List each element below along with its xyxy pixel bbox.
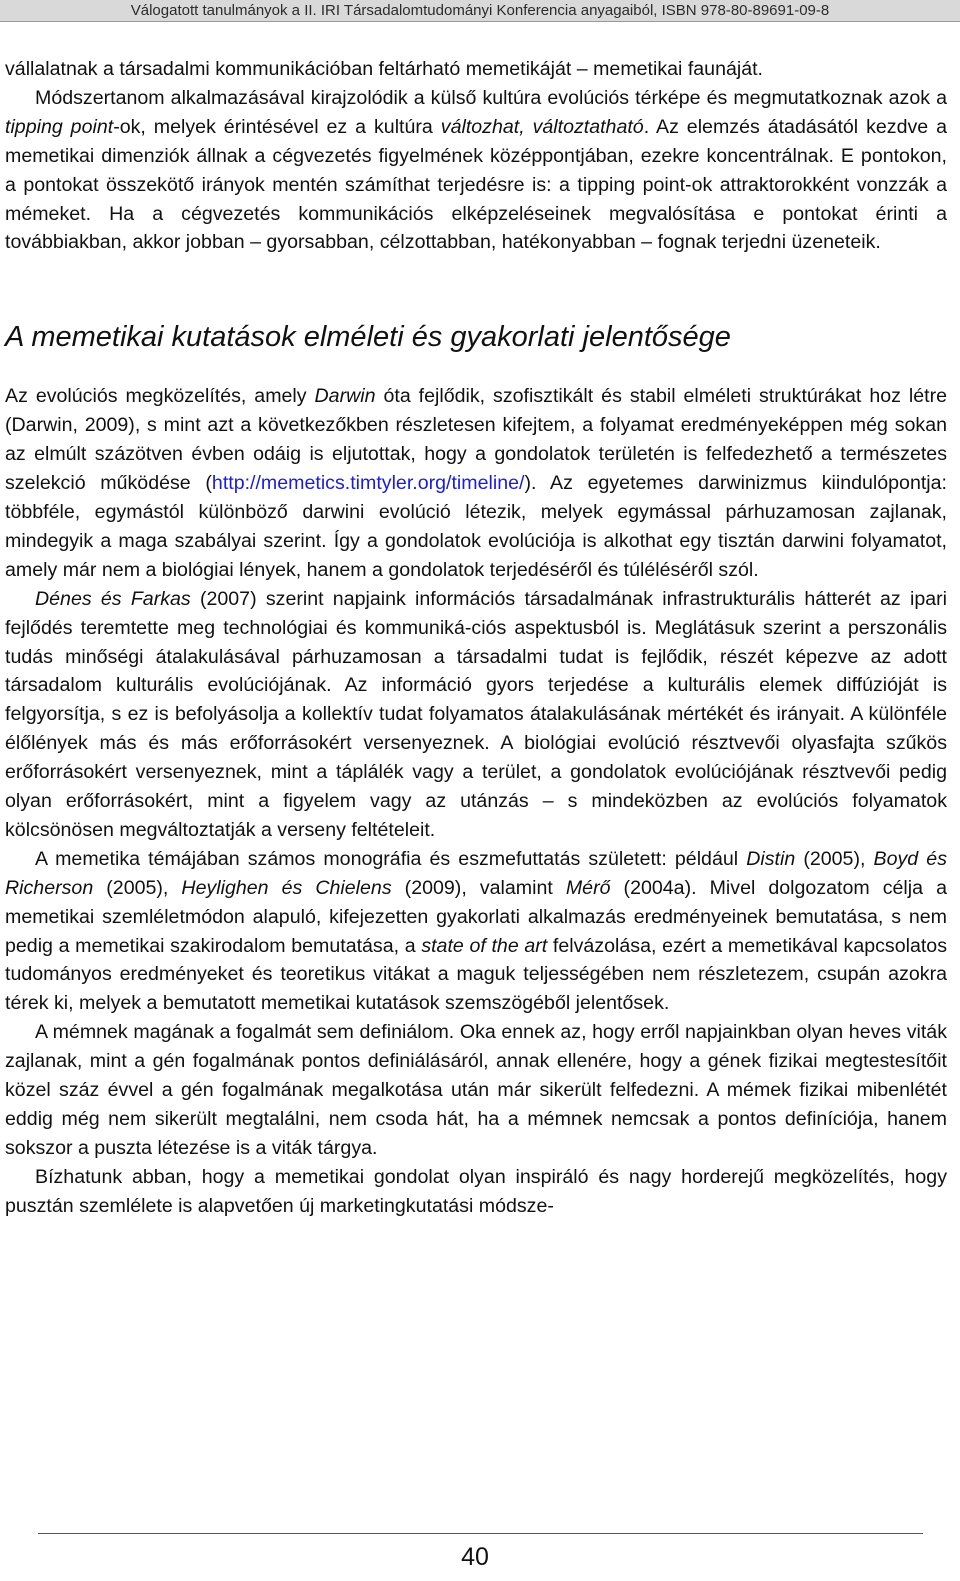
page-body: [5, 55, 947, 1221]
text-run: A mémnek magának a fogalmát sem definiálom. Oka ennek az, hogy erről napjainkban olyan heves viták zajlanak, mint a gén fogalmának pontos definiálásáról, annak ellenére, hogy a gének fizikai megtestesítőit közel száz évvel a gén fogalmának megalkotása után már sikerült felfedezni. A mémek fizikai mibenlétét eddig még nem sikerült megtalálni, nem csoda hát, ha a mémnek nemcsak a pontos definíciója, hanem sokszor a puszta létezése is a viták tárgya.: [5, 1021, 947, 1159]
section-heading: A memetikai kutatások elméleti és gyakorlati jelentősége: [5, 321, 731, 354]
running-header-text: Válogatott tanulmányok a II. IRI Társadalomtudományi Konferencia anyagaiból, ISBN 978-80-89691-09-8: [130, 2, 830, 19]
footer-divider: [38, 1533, 923, 1534]
paragraph-evolution: [5, 382, 947, 584]
paragraph-marketing: [5, 1163, 947, 1221]
page-number: 40: [461, 1543, 489, 1571]
emphasis-state-of-the-art: state of the art: [421, 934, 548, 957]
text-run: A memetika témájában számos monográfia és eszmefuttatás született: például: [35, 847, 747, 870]
running-header: [0, 0, 960, 22]
paragraph-monographs: [5, 845, 947, 1018]
text-run: ). Az egyetemes darwinizmus kiindulópontja: többféle, egymástól különböző darwini evolúció létezik, melyek egymással párhuzamosan zajlanak, mindegyik a maga szabályai szerint. Így a gondolatok evolúciója is alkothat egy tisztán darwini folyamatot, amely már nem a biológiai lények, hanem a gondolatok terjedéséről és túléléséről szól.: [5, 472, 947, 581]
paragraph-method: [5, 84, 947, 257]
text-run: -ok, melyek érintésével ez a kultúra: [113, 115, 441, 138]
emphasis-tipping-point: tipping point: [5, 115, 114, 138]
paragraph-continuation: [5, 55, 947, 84]
emphasis-distin: Distin: [746, 847, 796, 870]
text-run: felvázolása, ezért a memetikával kapcsolatos tudományos eredményeket és teoretikus vitákat a maguk teljességében nem részletezem, csupán azokra térek ki, melyek a bemutatott memetikai kutatások szemszögéből jelentősek.: [5, 934, 947, 1015]
text-run: (2005),: [795, 847, 874, 870]
text-run: óta fejlődik, szofisztikált és stabil elméleti struktúrákat hoz létre (Darwin, 2009), s mint azt a következőkben részletesen kifejtem, a folyamat eredményeképpen még sokan az elmúlt százötven évben odáig is eljutottak, hogy a gondolatok területén is felfedezhető a természetes szelekció működése (: [5, 385, 947, 495]
paragraph-denes-farkas: [5, 585, 947, 845]
emphasis-heylighen-chielens: Heylighen és Chielens: [181, 876, 392, 899]
paragraph-meme-definition: [5, 1018, 947, 1163]
text-run: (2007) szerint napjaink információs társadalmának infrastrukturális hátterét az ipari fejlődés teremtette meg technológiai és kommuniká-ciós aspektusból is. Meglátásuk szerint a perszonális tudás minőségi átalakulásával párhuzamosan a társadalmi tudat is fejlődik, részét képezve az adott társadalom kulturális evolúciójának. Az információ gyors terjedése a kulturális elemek diffúzióját is felgyorsítja, s ez is befolyásolja a kollektív tudat folyamatos átalakulásának mértékét és irányait. A különféle élőlények más és más erőforrásokért versenyeznek. A biológiai evolúció résztvevői olyasfajta szűkös erőforrásokért versenyeznek, mint a táplálék vagy a terület, a gondolatok evolúciójának résztvevői pedig olyan erőforrásokért, mint a figyelem vagy az utánzás – s mindeközben az evolúciós folyamatok kölcsönösen megváltoztatják a verseny feltételeit.: [5, 587, 947, 841]
text-run: Az evolúciós megközelítés, amely: [5, 385, 315, 408]
emphasis-darwin: Darwin: [314, 385, 376, 408]
text-run: (2009), valamint: [391, 876, 566, 899]
emphasis-boyd-richerson: Boyd és Richerson: [5, 847, 947, 899]
text-run: (2005),: [93, 876, 182, 899]
text-run: . Az elemzés átadásától kezdve a memetikai dimenziók állnak a cégvezetés figyelmének középpontjában, ezekre koncentrálnak. E pontokon, a pontokat összekötő irányok mentén számíthat terjedésre is: a tipping point-ok attraktorokként vonzzák a mémeket. Ha a cégvezetés kommunikációs elképzeléseinek megvalósítása e pontokat érinti a továbbiakban, akkor jobban – gyorsabban, célzottabban, hatékonyabban – fognak terjedni üzeneteik.: [5, 115, 948, 254]
text-run: (2004a). Mivel dolgozatom célja a memetikai szemléletmódon alapuló, kifejezetten gyakorlati alkalmazás eredményeinek bemutatása, s nem pedig a memetikai szakirodalom bemutatása, a: [5, 876, 947, 957]
emphasis-changeable: változhat, változtatható: [440, 115, 644, 138]
text-run: vállalatnak a társadalmi kommunikációban feltárható memetikáját – memetikai faunáját.: [5, 58, 763, 80]
text-run: Bízhatunk abban, hogy a memetikai gondolat olyan inspiráló és nagy horderejű megközelítés, hogy pusztán szemlélete is alapvetően új marketingkutatási módsze-: [5, 1165, 947, 1217]
memetics-timeline-link[interactable]: http://memetics.timtyler.org/timeline/: [211, 472, 525, 495]
text-run: Módszertanom alkalmazásával kirajzolódik a külső kultúra evolúciós térképe és megmutatkoznak azok a: [35, 86, 947, 109]
emphasis-denes-farkas: Dénes és Farkas: [35, 587, 191, 610]
emphasis-mero: Mérő: [565, 876, 611, 899]
